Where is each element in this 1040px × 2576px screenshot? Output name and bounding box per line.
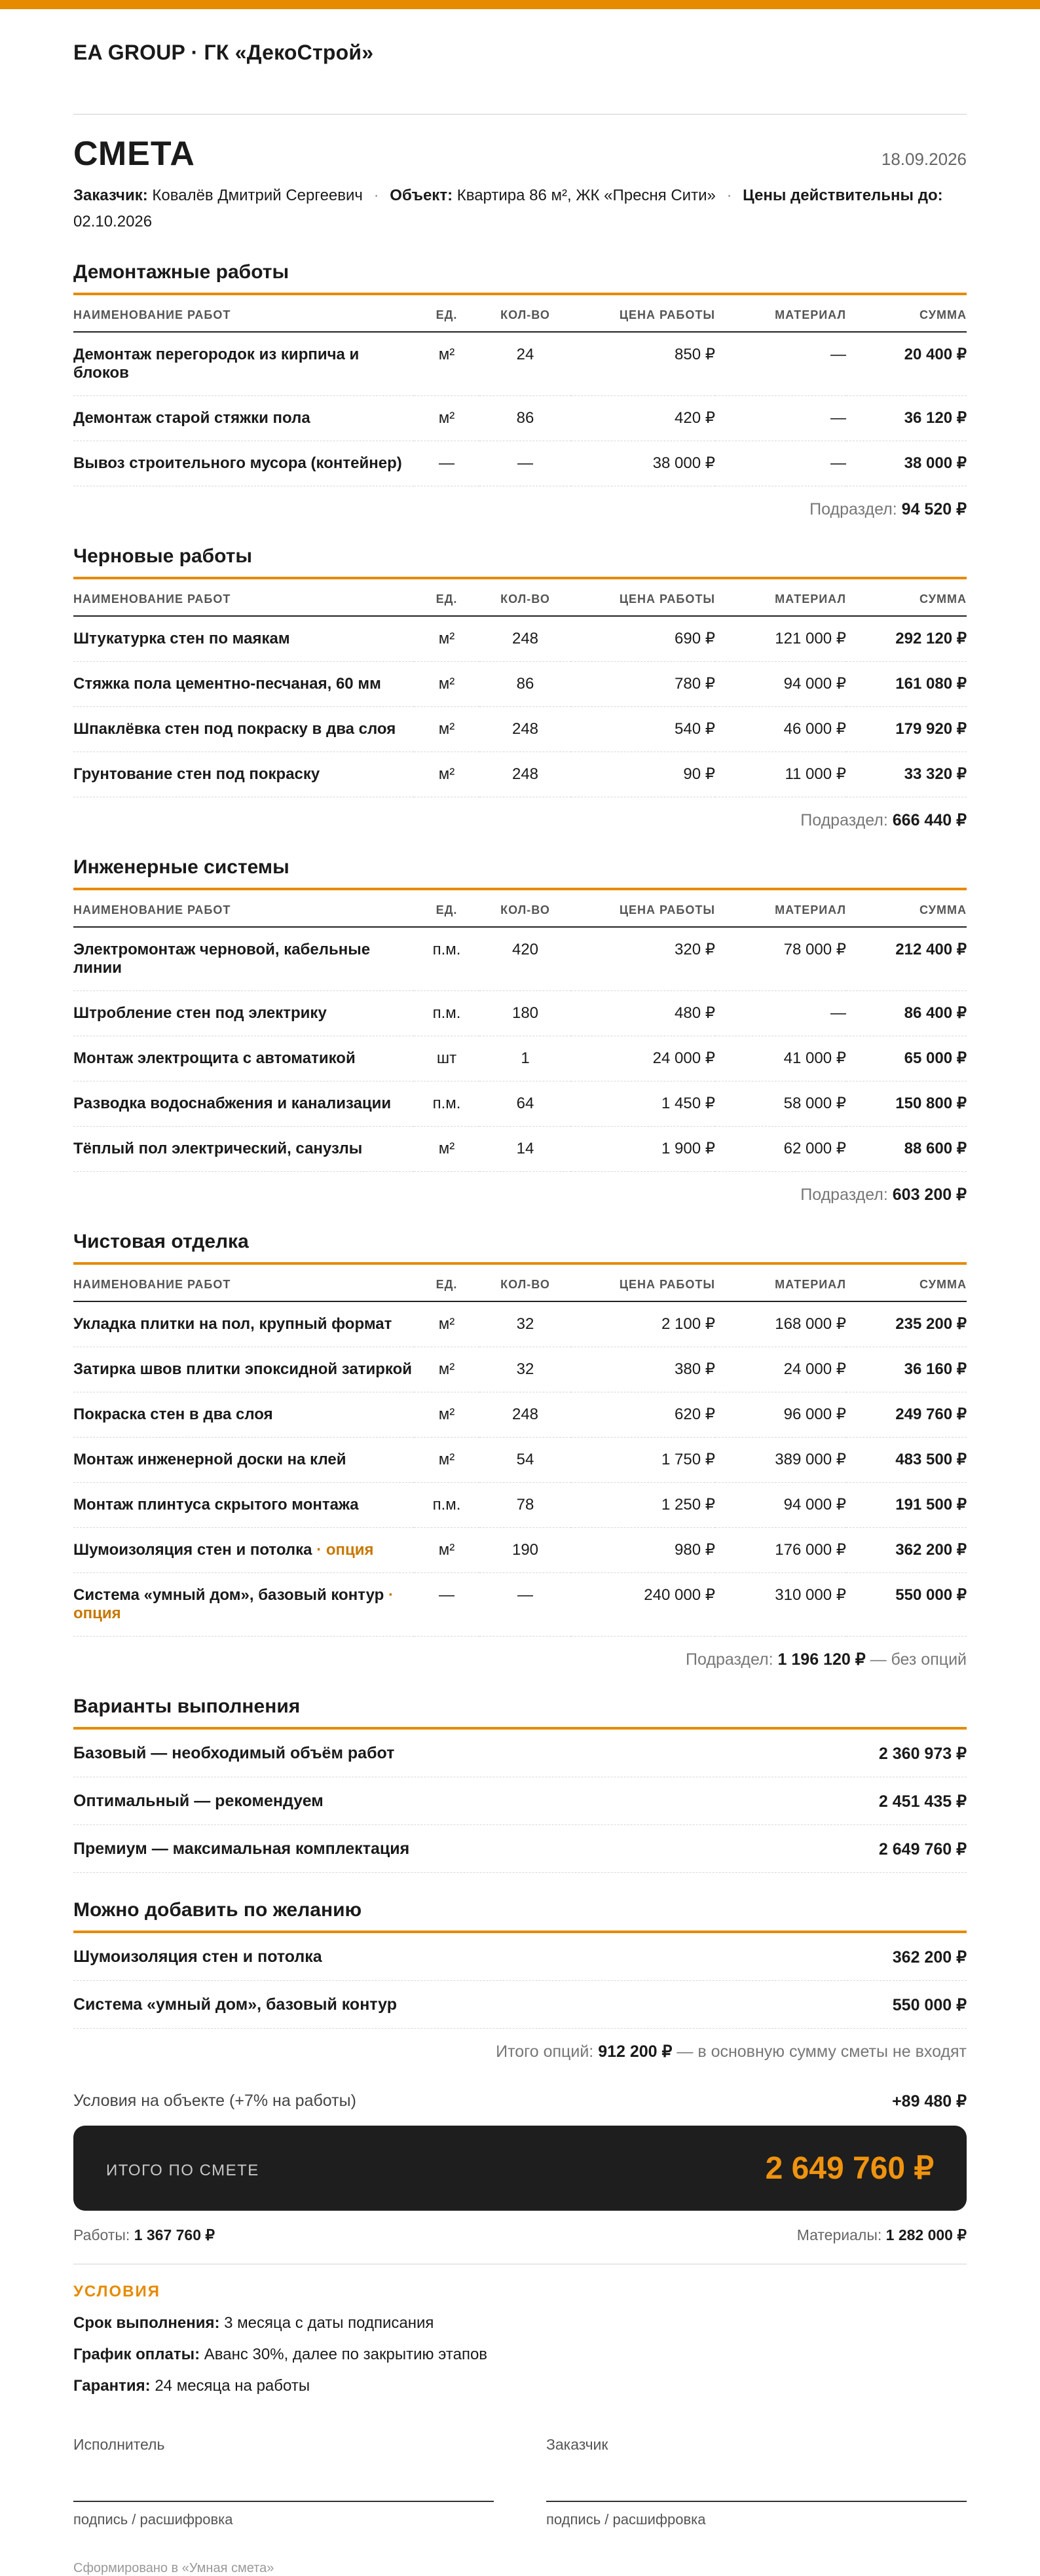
- cell-material: 121 000 ₽: [715, 616, 846, 662]
- table-row: [73, 1127, 967, 1172]
- accent-top-bar: [0, 0, 1040, 9]
- work-name: Стяжка пола цементно-песчаная, 60 мм: [73, 675, 381, 693]
- cell-sum: 292 120 ₽: [846, 616, 967, 662]
- column-header-sum: СУММА: [846, 295, 967, 332]
- cell-sum: 212 400 ₽: [846, 927, 967, 991]
- subtotal-label: Подраздел:: [809, 500, 897, 518]
- work-name: Затирка швов плитки эпоксидной затиркой: [73, 1360, 413, 1378]
- cell-sum: 362 200 ₽: [846, 1528, 967, 1573]
- variants-title: Варианты выполнения: [73, 1696, 967, 1730]
- column-header-material: МАТЕРИАЛ: [715, 890, 846, 927]
- options-row: [73, 1981, 967, 2029]
- document-meta: [73, 183, 967, 235]
- materials-total: [797, 2226, 967, 2244]
- cell-unit: м²: [414, 1301, 479, 1347]
- options-value: 550 000 ₽: [892, 1996, 967, 2014]
- customer-signature: [546, 2436, 967, 2528]
- cell-unit: м²: [414, 332, 479, 396]
- signatures: [73, 2436, 967, 2528]
- cell-sum: 249 760 ₽: [846, 1392, 967, 1438]
- cell-sum: 65 000 ₽: [846, 1036, 967, 1081]
- column-header-qty: КОЛ-ВО: [479, 579, 571, 616]
- cell-material: 96 000 ₽: [715, 1392, 846, 1438]
- table-header-row: [73, 579, 967, 616]
- document-date: 18.09.2026: [881, 149, 967, 169]
- cell-name: [73, 927, 414, 991]
- table-row: [73, 396, 967, 441]
- cell-unit: п.м.: [414, 927, 479, 991]
- valid-until-label: Цены действительны до:: [743, 187, 943, 204]
- executor-label: Исполнитель: [73, 2436, 165, 2453]
- variants-row: [73, 1777, 967, 1825]
- cell-unit: м²: [414, 396, 479, 441]
- work-name: Монтаж плинтуса скрытого монтажа: [73, 1496, 359, 1514]
- cell-price: 38 000 ₽: [571, 441, 715, 486]
- cell-qty: 86: [479, 396, 571, 441]
- term-value: 3 месяца с даты подписания: [224, 2314, 434, 2332]
- cell-price: 380 ₽: [571, 1347, 715, 1392]
- site-conditions-row: [73, 2092, 967, 2111]
- term-row: [73, 2377, 967, 2395]
- variants-value: 2 649 760 ₽: [878, 1840, 967, 1859]
- work-name: Монтаж инженерной доски на клей: [73, 1451, 346, 1468]
- cell-sum: 191 500 ₽: [846, 1483, 967, 1528]
- cell-qty: —: [479, 1573, 571, 1637]
- options-row: [73, 1933, 967, 1981]
- cell-price: 320 ₽: [571, 927, 715, 991]
- cell-price: 2 100 ₽: [571, 1301, 715, 1347]
- column-header-sum: СУММА: [846, 1265, 967, 1301]
- subtotal-label: Подраздел:: [800, 1186, 888, 1204]
- cell-price: 620 ₽: [571, 1392, 715, 1438]
- cell-qty: 1: [479, 1036, 571, 1081]
- table-row: [73, 1438, 967, 1483]
- section-subtotal: [73, 486, 967, 519]
- cell-price: 780 ₽: [571, 662, 715, 707]
- term-row: [73, 2346, 967, 2364]
- cell-material: 46 000 ₽: [715, 707, 846, 752]
- options-total: [73, 2042, 967, 2061]
- cell-material: 11 000 ₽: [715, 752, 846, 797]
- table-row: [73, 1347, 967, 1392]
- cell-name: [73, 752, 414, 797]
- cell-unit: п.м.: [414, 1081, 479, 1127]
- column-header-sum: СУММА: [846, 579, 967, 616]
- table-row: [73, 1392, 967, 1438]
- subtotal-note: — без опций: [870, 1650, 967, 1669]
- cell-sum: 20 400 ₽: [846, 332, 967, 396]
- cell-unit: м²: [414, 1528, 479, 1573]
- variants-row: [73, 1730, 967, 1777]
- cell-name: [73, 616, 414, 662]
- cell-name: [73, 1483, 414, 1528]
- cell-sum: 550 000 ₽: [846, 1573, 967, 1637]
- work-sections: [73, 261, 967, 1669]
- column-header-unit: ЕД.: [414, 1265, 479, 1301]
- options-value: 362 200 ₽: [892, 1948, 967, 1967]
- cell-price: 1 250 ₽: [571, 1483, 715, 1528]
- header-divider: [73, 114, 967, 115]
- title-row: [73, 134, 967, 173]
- cell-qty: —: [479, 441, 571, 486]
- cell-sum: 88 600 ₽: [846, 1127, 967, 1172]
- column-header-unit: ЕД.: [414, 890, 479, 927]
- cell-unit: шт: [414, 1036, 479, 1081]
- column-header-name: НАИМЕНОВАНИЕ РАБОТ: [73, 890, 414, 927]
- column-header-qty: КОЛ-ВО: [479, 295, 571, 332]
- table-header-row: [73, 1265, 967, 1301]
- works-materials-split: [73, 2226, 967, 2264]
- cell-sum: 36 120 ₽: [846, 396, 967, 441]
- table-row: [73, 1301, 967, 1347]
- cell-name: [73, 1528, 414, 1573]
- column-header-material: МАТЕРИАЛ: [715, 295, 846, 332]
- section-title: Чистовая отделка: [73, 1231, 967, 1265]
- term-label: Гарантия:: [73, 2377, 151, 2395]
- cell-material: 41 000 ₽: [715, 1036, 846, 1081]
- works-total: [73, 2226, 215, 2244]
- variants-value: 2 451 435 ₽: [878, 1792, 967, 1811]
- document-title: СМЕТА: [73, 135, 195, 173]
- materials-value: 1 282 000 ₽: [885, 2226, 967, 2243]
- term-label: График оплаты:: [73, 2346, 200, 2363]
- variants-list: [73, 1730, 967, 1873]
- subtotal-value: 94 520 ₽: [901, 500, 967, 518]
- column-header-unit: ЕД.: [414, 579, 479, 616]
- cell-sum: 150 800 ₽: [846, 1081, 967, 1127]
- work-name: Укладка плитки на пол, крупный формат: [73, 1315, 392, 1333]
- materials-label: Материалы:: [796, 2226, 882, 2243]
- options-total-note: — в основную сумму сметы не входят: [677, 2042, 967, 2061]
- option-tag: · опция: [316, 1541, 374, 1559]
- subtotal-value: 603 200 ₽: [892, 1186, 967, 1204]
- cell-sum: 161 080 ₽: [846, 662, 967, 707]
- column-header-price: ЦЕНА РАБОТЫ: [571, 1265, 715, 1301]
- object-value: Квартира 86 м², ЖК «Пресня Сити»: [456, 187, 716, 204]
- terms-list: [73, 2314, 967, 2395]
- signature-line: [73, 2454, 494, 2502]
- cell-material: 94 000 ₽: [715, 662, 846, 707]
- executor-signature: [73, 2436, 494, 2528]
- column-header-qty: КОЛ-ВО: [479, 1265, 571, 1301]
- table-row: [73, 1081, 967, 1127]
- cell-unit: —: [414, 1573, 479, 1637]
- cell-unit: —: [414, 441, 479, 486]
- cell-unit: м²: [414, 1392, 479, 1438]
- cell-name: [73, 1301, 414, 1347]
- section-title: Инженерные системы: [73, 856, 967, 890]
- cell-qty: 248: [479, 707, 571, 752]
- table-row: [73, 1528, 967, 1573]
- cell-name: [73, 991, 414, 1036]
- cell-material: 62 000 ₽: [715, 1127, 846, 1172]
- work-name: Шпаклёвка стен под покраску в два слоя: [73, 720, 396, 738]
- cell-material: 24 000 ₽: [715, 1347, 846, 1392]
- cell-qty: 64: [479, 1081, 571, 1127]
- signature-line: [546, 2454, 967, 2502]
- table-row: [73, 1036, 967, 1081]
- column-header-qty: КОЛ-ВО: [479, 890, 571, 927]
- site-conditions-label: Условия на объекте (+7% на работы): [73, 2092, 356, 2110]
- column-header-name: НАИМЕНОВАНИЕ РАБОТ: [73, 295, 414, 332]
- options-total-value: 912 200 ₽: [598, 2042, 673, 2061]
- column-header-unit: ЕД.: [414, 295, 479, 332]
- cell-material: —: [715, 991, 846, 1036]
- cell-sum: 179 920 ₽: [846, 707, 967, 752]
- table-row: [73, 927, 967, 991]
- cell-name: [73, 1036, 414, 1081]
- cell-price: 420 ₽: [571, 396, 715, 441]
- cell-qty: 248: [479, 1392, 571, 1438]
- variants-label: Базовый — необходимый объём работ: [73, 1744, 395, 1762]
- cell-sum: 235 200 ₽: [846, 1301, 967, 1347]
- subtotal-value: 1 196 120 ₽: [777, 1650, 866, 1669]
- table-row: [73, 991, 967, 1036]
- subtotal-label: Подраздел:: [800, 811, 888, 829]
- work-name: Монтаж электрощита с автоматикой: [73, 1049, 356, 1067]
- cell-name: [73, 707, 414, 752]
- table-row: [73, 616, 967, 662]
- cell-price: 980 ₽: [571, 1528, 715, 1573]
- options-label: Система «умный дом», базовый контур: [73, 1995, 398, 2014]
- work-name: Покраска стен в два слоя: [73, 1406, 273, 1423]
- cell-sum: 86 400 ₽: [846, 991, 967, 1036]
- column-header-material: МАТЕРИАЛ: [715, 579, 846, 616]
- cell-price: 850 ₽: [571, 332, 715, 396]
- cell-sum: 38 000 ₽: [846, 441, 967, 486]
- cell-material: —: [715, 396, 846, 441]
- variants-value: 2 360 973 ₽: [878, 1745, 967, 1763]
- cell-qty: 32: [479, 1347, 571, 1392]
- customer-signature-label: Заказчик: [546, 2436, 608, 2453]
- work-name: Вывоз строительного мусора (контейнер): [73, 454, 402, 472]
- cell-unit: м²: [414, 1438, 479, 1483]
- cell-qty: 248: [479, 616, 571, 662]
- cell-price: 540 ₽: [571, 707, 715, 752]
- cell-price: 1 750 ₽: [571, 1438, 715, 1483]
- cell-name: [73, 1573, 414, 1637]
- table-row: [73, 441, 967, 486]
- table-row: [73, 752, 967, 797]
- table-row: [73, 662, 967, 707]
- works-label: Работы:: [73, 2226, 130, 2243]
- subtotal-value: 666 440 ₽: [892, 811, 967, 829]
- table-row: [73, 707, 967, 752]
- table-row: [73, 332, 967, 396]
- signature-hint: подпись / расшифровка: [73, 2511, 233, 2528]
- variants-row: [73, 1825, 967, 1873]
- term-row: [73, 2314, 967, 2332]
- cell-unit: м²: [414, 616, 479, 662]
- cell-material: 78 000 ₽: [715, 927, 846, 991]
- grand-total-box: [73, 2126, 967, 2211]
- cell-price: 240 000 ₽: [571, 1573, 715, 1637]
- work-name: Демонтаж старой стяжки пола: [73, 409, 310, 427]
- cell-sum: 33 320 ₽: [846, 752, 967, 797]
- cell-material: —: [715, 441, 846, 486]
- grand-total-value: 2 649 760 ₽: [765, 2151, 934, 2186]
- signature-hint: подпись / расшифровка: [546, 2511, 706, 2528]
- cell-name: [73, 441, 414, 486]
- cell-name: [73, 1438, 414, 1483]
- customer-label: Заказчик:: [73, 187, 148, 204]
- cell-unit: м²: [414, 1347, 479, 1392]
- cell-unit: м²: [414, 662, 479, 707]
- cell-name: [73, 662, 414, 707]
- cell-qty: 190: [479, 1528, 571, 1573]
- cell-price: 1 450 ₽: [571, 1081, 715, 1127]
- cell-qty: 86: [479, 662, 571, 707]
- works-table: [73, 295, 967, 486]
- cell-price: 1 900 ₽: [571, 1127, 715, 1172]
- options-title: Можно добавить по желанию: [73, 1899, 967, 1933]
- work-name: Штукатурка стен по маякам: [73, 630, 290, 647]
- terms-title: УСЛОВИЯ: [73, 2283, 161, 2300]
- works-value: 1 367 760 ₽: [134, 2226, 215, 2243]
- cell-unit: м²: [414, 707, 479, 752]
- cell-name: [73, 396, 414, 441]
- column-header-sum: СУММА: [846, 890, 967, 927]
- work-name: Разводка водоснабжения и канализации: [73, 1095, 392, 1112]
- cell-qty: 24: [479, 332, 571, 396]
- cell-price: 690 ₽: [571, 616, 715, 662]
- section-subtotal: [73, 1172, 967, 1205]
- table-row: [73, 1573, 967, 1637]
- column-header-material: МАТЕРИАЛ: [715, 1265, 846, 1301]
- meta-separator: ·: [726, 187, 732, 204]
- estimate-page: [73, 41, 967, 2576]
- options-total-label: Итого опций:: [496, 2042, 594, 2061]
- term-value: 24 месяца на работы: [155, 2377, 310, 2395]
- work-name: Демонтаж перегородок из кирпича и блоков: [73, 346, 360, 382]
- footer-note: Сформировано в «Умная смета»: [73, 2561, 274, 2575]
- column-header-price: ЦЕНА РАБОТЫ: [571, 890, 715, 927]
- column-header-price: ЦЕНА РАБОТЫ: [571, 295, 715, 332]
- cell-qty: 32: [479, 1301, 571, 1347]
- subtotal-label: Подраздел:: [686, 1650, 773, 1669]
- section-subtotal: [73, 1637, 967, 1669]
- cell-material: 168 000 ₽: [715, 1301, 846, 1347]
- valid-until-value: 02.10.2026: [73, 213, 153, 230]
- cell-material: 58 000 ₽: [715, 1081, 846, 1127]
- table-header-row: [73, 295, 967, 332]
- work-name: Система «умный дом», базовый контур: [73, 1586, 384, 1604]
- customer-value: Ковалёв Дмитрий Сергеевич: [152, 187, 363, 204]
- cell-name: [73, 1081, 414, 1127]
- section-subtotal: [73, 797, 967, 830]
- options-label: Шумоизоляция стен и потолка: [73, 1948, 322, 1966]
- cell-sum: 483 500 ₽: [846, 1438, 967, 1483]
- cell-name: [73, 1347, 414, 1392]
- cell-sum: 36 160 ₽: [846, 1347, 967, 1392]
- term-value: Аванс 30%, далее по закрытию этапов: [204, 2346, 488, 2363]
- term-label: Срок выполнения:: [73, 2314, 220, 2332]
- meta-separator: ·: [373, 187, 379, 204]
- work-name: Грунтование стен под покраску: [73, 765, 320, 783]
- cell-material: —: [715, 332, 846, 396]
- work-name: Тёплый пол электрический, санузлы: [73, 1140, 363, 1157]
- cell-name: [73, 1392, 414, 1438]
- cell-price: 24 000 ₽: [571, 1036, 715, 1081]
- cell-unit: п.м.: [414, 1483, 479, 1528]
- table-row: [73, 1483, 967, 1528]
- cell-material: 389 000 ₽: [715, 1438, 846, 1483]
- works-table: [73, 1265, 967, 1637]
- cell-price: 90 ₽: [571, 752, 715, 797]
- cell-unit: м²: [414, 752, 479, 797]
- section-title: Демонтажные работы: [73, 261, 967, 295]
- cell-name: [73, 1127, 414, 1172]
- works-table: [73, 890, 967, 1172]
- cell-qty: 248: [479, 752, 571, 797]
- cell-material: 310 000 ₽: [715, 1573, 846, 1637]
- cell-price: 480 ₽: [571, 991, 715, 1036]
- cell-qty: 420: [479, 927, 571, 991]
- cell-unit: м²: [414, 1127, 479, 1172]
- cell-qty: 78: [479, 1483, 571, 1528]
- cell-material: 176 000 ₽: [715, 1528, 846, 1573]
- cell-unit: п.м.: [414, 991, 479, 1036]
- column-header-name: НАИМЕНОВАНИЕ РАБОТ: [73, 579, 414, 616]
- column-header-name: НАИМЕНОВАНИЕ РАБОТ: [73, 1265, 414, 1301]
- section-title: Черновые работы: [73, 545, 967, 579]
- column-header-price: ЦЕНА РАБОТЫ: [571, 579, 715, 616]
- company-name: EA GROUP · ГК «ДекоСтрой»: [73, 41, 374, 64]
- grand-total-label: ИТОГО ПО СМЕТЕ: [106, 2162, 259, 2179]
- work-name: Электромонтаж черновой, кабельные линии: [73, 941, 371, 977]
- variants-label: Премиум — максимальная комплектация: [73, 1840, 410, 1858]
- cell-qty: 180: [479, 991, 571, 1036]
- option-tag: · опция: [73, 1586, 394, 1622]
- cell-name: [73, 332, 414, 396]
- cell-material: 94 000 ₽: [715, 1483, 846, 1528]
- options-list: [73, 1933, 967, 2029]
- table-header-row: [73, 890, 967, 927]
- cell-qty: 14: [479, 1127, 571, 1172]
- site-conditions-value: +89 480 ₽: [892, 2092, 967, 2111]
- works-table: [73, 579, 967, 797]
- object-label: Объект:: [390, 187, 453, 204]
- work-name: Штробление стен под электрику: [73, 1004, 327, 1022]
- work-name: Шумоизоляция стен и потолка: [73, 1541, 312, 1559]
- cell-qty: 54: [479, 1438, 571, 1483]
- variants-label: Оптимальный — рекомендуем: [73, 1792, 324, 1810]
